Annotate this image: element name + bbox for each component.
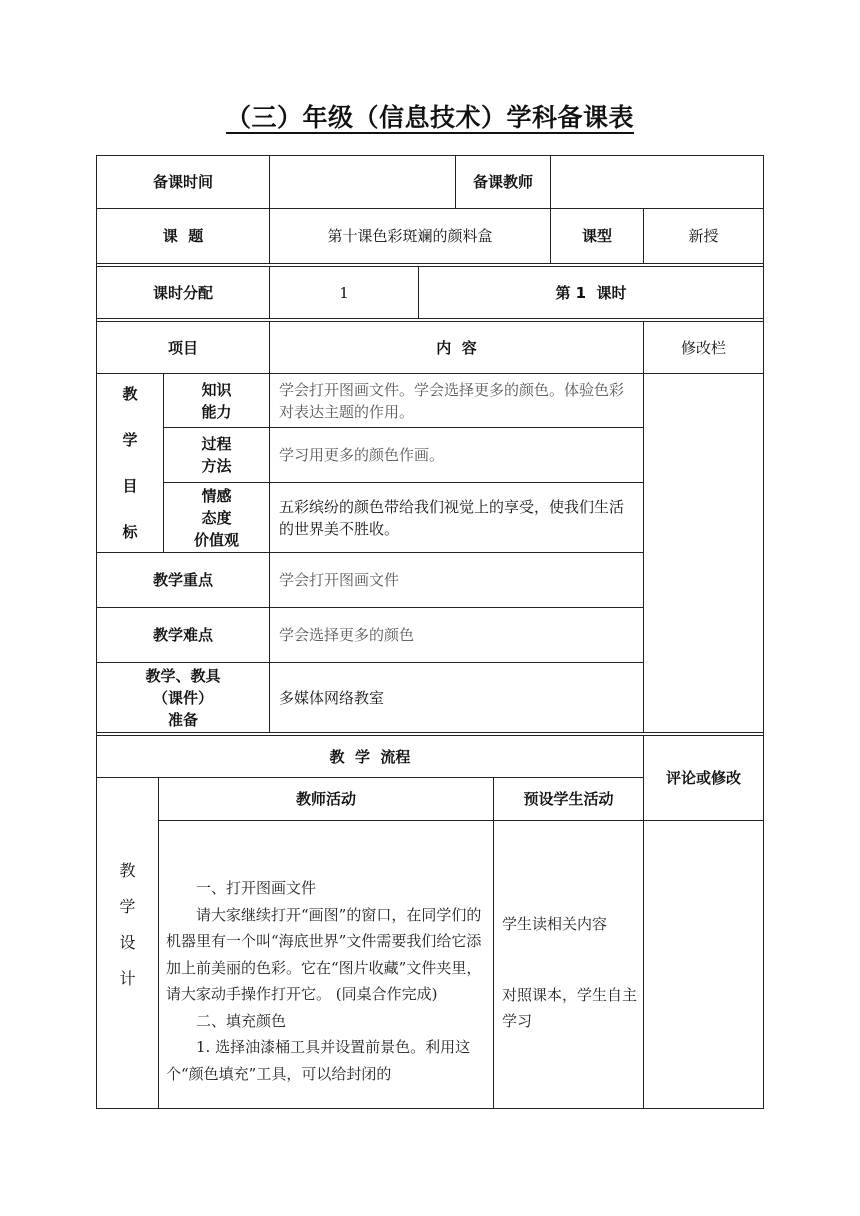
revision-header: 修改栏 — [680, 338, 726, 357]
teacher-activity-text: 一、打开图画文件 请大家继续打开“画图”的窗口，在同学们的机器里有一个叫“海底世界”文件需要我们给它添加上前美丽的色彩。它在“图片收藏”文件夹里，请大家动手操作打开它。 (同桌合作完成) 二、填充颜色 1. 选择油漆桶工具并设置前景色。利用这个“颜色填充”工具，可以给封闭的 — [166, 879, 482, 1083]
prep-time-label: 备课时间 — [152, 173, 213, 191]
topic-value: 第十课色彩斑斓的颜料盒 — [327, 227, 493, 245]
objective-text-process: 学习用更多的颜色作画。 — [279, 446, 445, 464]
content-header: 内 容 — [436, 338, 477, 357]
objective-text-knowledge: 学会打开图画文件。学会选择更多的颜色。体验色彩对表达主题的作用。 — [279, 380, 625, 421]
student-note-2: 对照课本，学生自主学习 — [502, 986, 638, 1030]
period-current: 第 1 课时 — [555, 283, 627, 302]
tools-text: 多媒体网络教室 — [279, 688, 385, 707]
key-points-text: 学会打开图画文件 — [279, 571, 400, 589]
comment-header: 评论或修改 — [665, 769, 741, 787]
key-points-label: 教学重点 — [152, 571, 213, 589]
prep-teacher-label: 备课教师 — [472, 173, 533, 191]
tools-label: 教学、教具 （课件） 准备 — [145, 666, 221, 729]
lesson-type-label: 课型 — [581, 227, 612, 245]
prep-time-value — [270, 156, 455, 208]
difficult-points-label: 教学难点 — [152, 626, 213, 644]
design-label: 教 学 设 计 — [119, 861, 136, 988]
process-header: 教 学 流程 — [329, 747, 411, 766]
student-activity-header: 预设学生活动 — [523, 790, 614, 808]
objective-label-emotion: 情感 态度 价值观 — [193, 486, 239, 549]
objective-label-knowledge: 知识 能力 — [201, 380, 232, 421]
teacher-activity-header: 教师活动 — [295, 790, 356, 808]
student-note-1: 学生读相关内容 — [502, 915, 608, 933]
lesson-type-value: 新授 — [688, 227, 719, 245]
prep-teacher-value — [551, 156, 763, 208]
objective-text-emotion: 五彩缤纷的颜色带给我们视觉上的享受，使我们生活的世界美不胜收。 — [279, 497, 625, 538]
item-header: 项目 — [167, 338, 198, 357]
difficult-points-text: 学会选择更多的颜色 — [279, 626, 415, 644]
topic-label: 课 题 — [162, 227, 204, 245]
objective-label-process: 过程 方法 — [201, 435, 232, 475]
period-alloc-value: 1 — [339, 283, 349, 302]
document-title: （三）年级（信息技术）学科备课表 — [225, 103, 634, 132]
objectives-group-label: 教 学 目 标 — [122, 385, 138, 541]
period-alloc-label: 课时分配 — [152, 283, 213, 302]
